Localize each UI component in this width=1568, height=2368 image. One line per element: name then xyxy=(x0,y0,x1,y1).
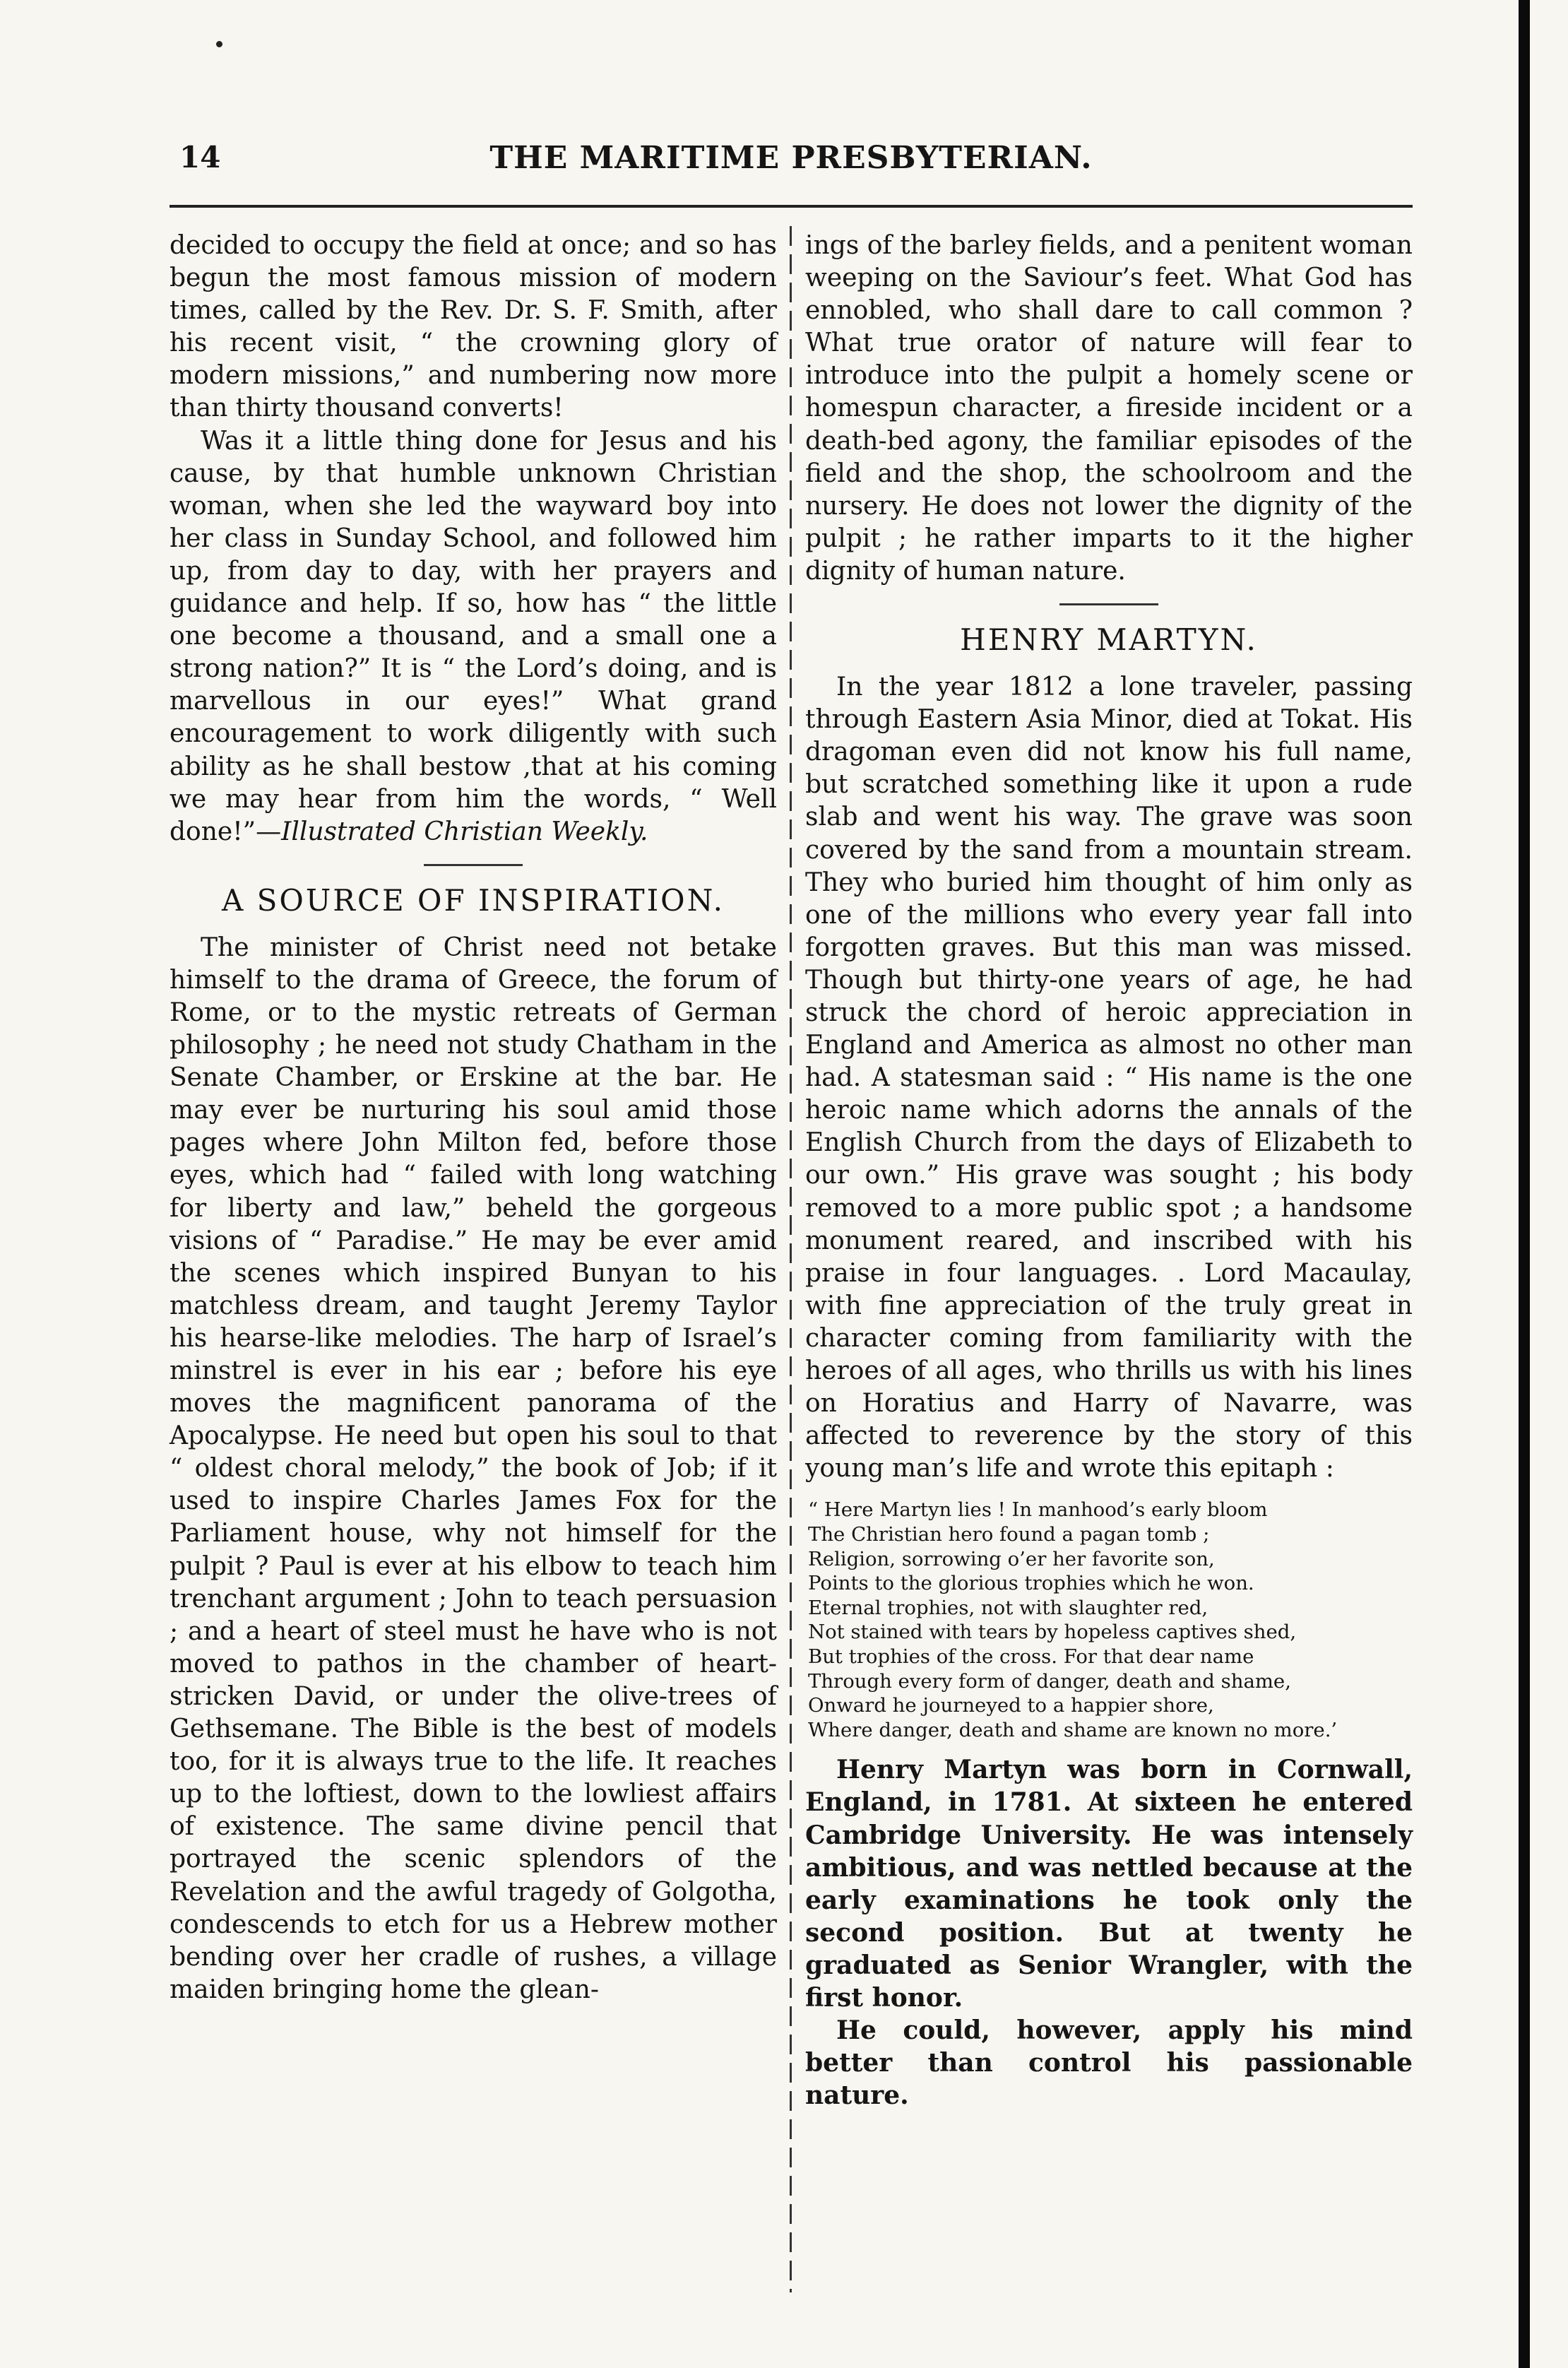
poem-line: But trophies of the cross. For that dear name xyxy=(808,1645,1254,1668)
paragraph-little-thing xyxy=(170,425,777,848)
ink-dot xyxy=(216,41,222,47)
page-edge-bar xyxy=(1519,0,1530,2368)
paragraph-inspiration: The minister of Christ need not betake himself to the drama of Greece, the forum of Rome, or to the mystic retreats of German philosophy ; he need not study Chatham in the Senate Chamber, or Erskine at the bar. He may ever be nurturing his soul amid those pages where John Milton fed, before those eyes, which had “ failed with long watching for liberty and law,” beheld the gorgeous visions of “ Paradise.” He may be ever amid the scenes which inspired Bunyan to his matchless dream, and taught Jeremy Taylor his hearse-like melodies. The harp of Israel’s minstrel is ever in his ear ; before his eye moves the magnificent panorama of the Apocalypse. He need but open his soul to that “ oldest choral melody,” the book of Job; if it used to inspire Charles James Fox for the Parliament house, why not himself for the pulpit ? Paul is ever at his elbow to teach him trenchant argument ; John to teach persuasion ; and a heart of steel must he have who is not moved to pathos in the chamber of heart-stricken David, or under the olive-trees of Gethsemane. The Bible is the best of models too, for it is always true to the life. It reaches up to the loftiest, down to the lowliest affairs of existence. The same divine pencil that portrayed the scenic splendors of the Revelation and the awful tragedy of Golgotha, condescends to etch for us a Hebrew mother bending over her cradle of rushes, a village maiden bringing home the glean- xyxy=(170,933,777,2004)
paragraph-little-thing-text: Was it a little thing done for Jesus and his cause, by that humble unknown Christian woman, when she led the wayward boy into her class in Sunday School, and followed him up, from day to day, with her prayers and guidance and help. If so, how has “ the little one become a thousand, and a small one a strong nation?” It is “ the Lord’s doing, and is marvellous in our eyes!” What grand encouragement to work diligently with such ability as he shall bestow ,that at his coming we may hear from him the words, “ Well done!”— xyxy=(170,426,777,846)
section-title-henry-martyn: HENRY MARTYN. xyxy=(960,622,1258,658)
right-column xyxy=(805,230,1413,2112)
section-separator xyxy=(1059,603,1158,605)
page-header xyxy=(170,133,1413,189)
source-attribution: Illustrated Christian Weekly. xyxy=(281,817,648,846)
running-title: THE MARITIME PRESBYTERIAN. xyxy=(489,140,1093,176)
paragraph-lone-traveler: In the year 1812 a lone traveler, passing through Eastern Asia Minor, died at Tokat. His dragoman even did not know his full name, but scratched something like it upon a rude slab and went his way. The grave was soon covered by the sand from a mountain stream. They who buried him thought of him only as one of the millions who every year fall into forgotten graves. But this man was missed. Though but thirty-one years of age, he had struck the chord of heroic appreciation in England and America as almost no other man had. A statesman said : “ His name is the one heroic name which adorns the annals of the English Church from the days of Elizabeth to our own.” His grave was sought ; his body removed to a more public spot ; a handsome monument reared, and inscribed with his praise in four languages. . Lord Macaulay, with fine appreciation of the truly great in character coming from familiarity with the heroes of all ages, who thrills us with his lines on Horatius and Harry of Navarre, was affected to reverence by the story of this young man’s life and wrote this epitaph : xyxy=(805,673,1413,1484)
header-rule xyxy=(170,205,1413,208)
paragraph-passionable-nature: He could, however, apply his mind better than control his passionable nature. xyxy=(805,2015,1413,2111)
page-number: 14 xyxy=(179,140,221,174)
poem-line: Through every form of danger, death and shame, xyxy=(808,1669,1291,1693)
poem-line: “ Here Martyn lies ! In manhood’s early bloom xyxy=(808,1498,1268,1522)
paragraph-mission-end: decided to occupy the field at once; and so has begun the most famous mission of modern times, called by the Rev. Dr. S. F. Smith, after his recent visit, “ the crowning glory of modern missions,” and numbering now more than thirty thousand converts! xyxy=(170,231,777,423)
poem-line: Religion, sorrowing o’er her favorite son, xyxy=(808,1547,1215,1570)
section-separator xyxy=(424,864,523,866)
section-title-source-of-inspiration: A SOURCE OF INSPIRATION. xyxy=(221,882,725,918)
left-column xyxy=(170,230,777,2006)
poem-line: Not stained with tears by hopeless captives shed, xyxy=(808,1621,1297,1644)
poem-line: Points to the glorious trophies which he won. xyxy=(808,1572,1254,1595)
epitaph-poem xyxy=(805,1498,1413,1742)
poem-line: The Christian hero found a pagan tomb ; xyxy=(808,1522,1210,1546)
column-divider xyxy=(790,226,792,2292)
poem-line: Onward he journeyed to a happier shore, xyxy=(808,1694,1214,1717)
paragraph-gleanings: ings of the barley fields, and a penitent woman weeping on the Saviour’s feet. What God has ennobled, who shall dare to call common ? What true orator of nature will fear to introduce into the pulpit a homely scene or homespun character, a fireside incident or a death-bed agony, the familiar episodes of the field and the shop, the schoolroom and the nursery. He does not lower the dignity of the pulpit ; he rather imparts to it the higher dignity of human nature. xyxy=(805,231,1413,586)
poem-line: Where danger, death and shame are known no more.’ xyxy=(808,1718,1338,1741)
paragraph-born-cornwall: Henry Martyn was born in Cornwall, England, in 1781. At sixteen he entered Cambridge University. He was intensely ambitious, and was nettled because at the early examinations he took only the second position. But at twenty he graduated as Senior Wrangler, with the first honor. xyxy=(805,1755,1413,2013)
poem-line: Eternal trophies, not with slaughter red, xyxy=(808,1596,1208,1619)
